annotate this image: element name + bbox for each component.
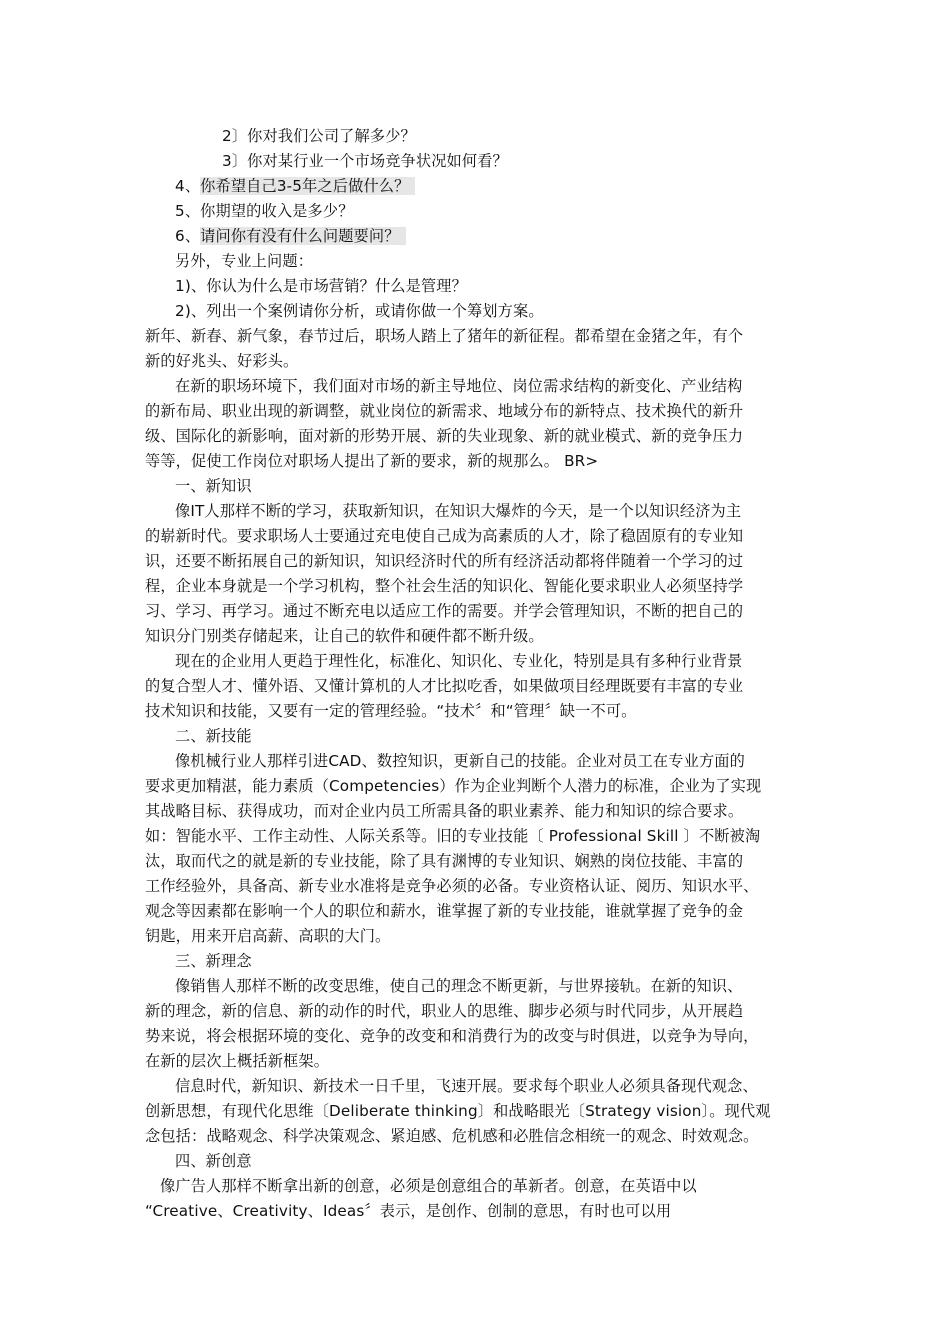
professional-question-2: 2)、列出一个案例请你分析，或请你做一个筹划方案。 [175, 302, 544, 320]
intro-paragraph-line: 级、国际化的新影响，面对新的形势开展、新的失业现象、新的就业模式、新的竞争压力 [145, 427, 744, 445]
section-3-paragraph-1-line: 势来说，将会根据环境的变化、竞争的改变和和消费行为的改变与时俱进，以竞争为导向， [145, 1027, 759, 1045]
section-1-paragraph-1-line: 识，还要不断拓展自己的新知识，知识经济时代的所有经济活动都将伴随着一个学习的过 [145, 552, 744, 570]
section-4-paragraph-line: “Creative、Creativity、Ideas〞表示，是创作、创制的意思，有时也可以用 [145, 1202, 672, 1220]
section-2-paragraph-line: 如：智能水平、工作主动性、人际关系等。旧的专业技能〔 Professional Skill 〕不断被淘 [145, 827, 761, 845]
question-4 [175, 176, 415, 200]
section-1-paragraph-1-line: 的崭新时代。要求职场人士要通过充电使自己成为高素质的人才，除了稳固原有的专业知 [145, 527, 744, 545]
section-2-paragraph-line: 观念等因素都在影响一个人的职位和薪水，谁掌握了新的专业技能，谁就掌握了竞争的金 [145, 902, 744, 920]
professional-question-1: 1)、你认为什么是市场营销？什么是管理？ [175, 277, 467, 295]
section-3-paragraph-2-line: 信息时代，新知识、新技术一日千里，飞速开展。要求每个职业人必须具备现代观念、 [175, 1077, 758, 1095]
section-2-paragraph-line: 钥匙，用来开启高薪、高职的大门。 [145, 927, 391, 945]
section-1-paragraph-1-line: 习、学习、再学习。通过不断充电以适应工作的需要。并学会管理知识，不断的把自己的 [145, 602, 744, 620]
intro-line-2: 新的好兆头、好彩头。 [145, 352, 299, 370]
section-3-paragraph-1-line: 在新的层次上概括新框架。 [145, 1052, 330, 1070]
section-4-heading: 四、新创意 [175, 1152, 252, 1170]
section-3-heading: 三、新理念 [175, 952, 252, 970]
intro-paragraph-line: 等等，促使工作岗位对职场人提出了新的要求，新的规那么。 BR> [145, 452, 599, 470]
section-2-heading: 二、新技能 [175, 727, 252, 745]
section-4-paragraph-line: 像广告人那样不断拿出新的创意，必须是创意组合的革新者。创意，在英语中以 [160, 1177, 697, 1195]
question-4-number: 4、 [175, 177, 201, 195]
intro-line-1: 新年、新春、新气象，春节过后，职场人踏上了猪年的新征程。都希望在金猪之年，有个 [145, 327, 744, 345]
question-6-number: 6、 [175, 227, 201, 245]
section-2-paragraph-line: 像机械行业人那样引进CAD、数控知识，更新自己的技能。企业对员工在专业方面的 [175, 752, 745, 770]
section-1-paragraph-2-line: 技术知识和技能，又要有一定的管理经验。“技术〞和“管理〞缺一不可。 [145, 702, 637, 720]
section-3-paragraph-2-line: 创新思想，有现代化思维〔Deliberate thinking〕和战略眼光〔Strategy vision〕。现代观 [145, 1102, 771, 1120]
question-2-sub: 2〕你对我们公司了解多少？ [222, 127, 416, 145]
question-3-sub: 3〕你对某行业一个市场竞争状况如何看？ [222, 152, 508, 170]
intro-paragraph-line: 在新的职场环境下，我们面对市场的新主导地位、岗位需求结构的新变化、产业结构 [175, 377, 743, 395]
section-3-paragraph-2-line: 念包括：战略观念、科学决策观念、紧迫感、危机感和必胜信念相统一的观念、时效观念。 [145, 1127, 759, 1145]
section-3-paragraph-1-line: 像销售人那样不断的改变思维，使自己的理念不断更新，与世界接轨。在新的知识、 [175, 977, 743, 995]
section-2-paragraph-line: 其战略目标、获得成功，而对企业内员工所需具备的职业素养、能力和知识的综合要求。 [145, 802, 744, 820]
section-1-heading: 一、新知识 [175, 477, 252, 495]
professional-questions-intro: 另外，专业上问题： [175, 252, 314, 270]
question-5: 5、你期望的收入是多少？ [175, 202, 354, 220]
question-6 [175, 226, 406, 250]
section-1-paragraph-1-line: 像IT人那样不断的学习，获取新知识，在知识大爆炸的今天，是一个以知识经济为主 [175, 502, 742, 520]
intro-paragraph-line: 的新布局、职业出现的新调整，就业岗位的新需求、地域分布的新特点、技术换代的新升 [145, 402, 744, 420]
section-1-paragraph-2-line: 的复合型人才、懂外语、又懂计算机的人才比拟吃香，如果做项目经理既要有丰富的专业 [145, 677, 744, 695]
section-1-paragraph-1-line: 程，企业本身就是一个学习机构，整个社会生活的知识化、智能化要求职业人必须坚持学 [145, 577, 744, 595]
question-6-highlighted-text: 请问你有没有什么问题要问？ [200, 227, 405, 245]
section-2-paragraph-line: 汰，取而代之的就是新的专业技能，除了具有渊博的专业知识、娴熟的岗位技能、丰富的 [145, 852, 744, 870]
section-1-paragraph-1-line: 知识分门别类存储起来，让自己的软件和硬件都不断升级。 [145, 627, 544, 645]
section-2-paragraph-line: 工作经验外，具备高、新专业水准将是竞争必须的必备。专业资格认证、阅历、知识水平、 [145, 877, 759, 895]
section-2-paragraph-line: 要求更加精湛，能力素质（Competencies）作为企业判断个人潜力的标准，企业为了实现 [145, 777, 762, 795]
section-3-paragraph-1-line: 新的理念，新的信息、新的动作的时代，职业人的思维、脚步必须与时代同步，从开展趋 [145, 1002, 744, 1020]
question-4-highlighted-text: 你希望自己3-5年之后做什么？ [200, 177, 415, 195]
section-1-paragraph-2-line: 现在的企业用人更趋于理性化，标准化、知识化、专业化，特别是具有多种行业背景 [175, 652, 743, 670]
